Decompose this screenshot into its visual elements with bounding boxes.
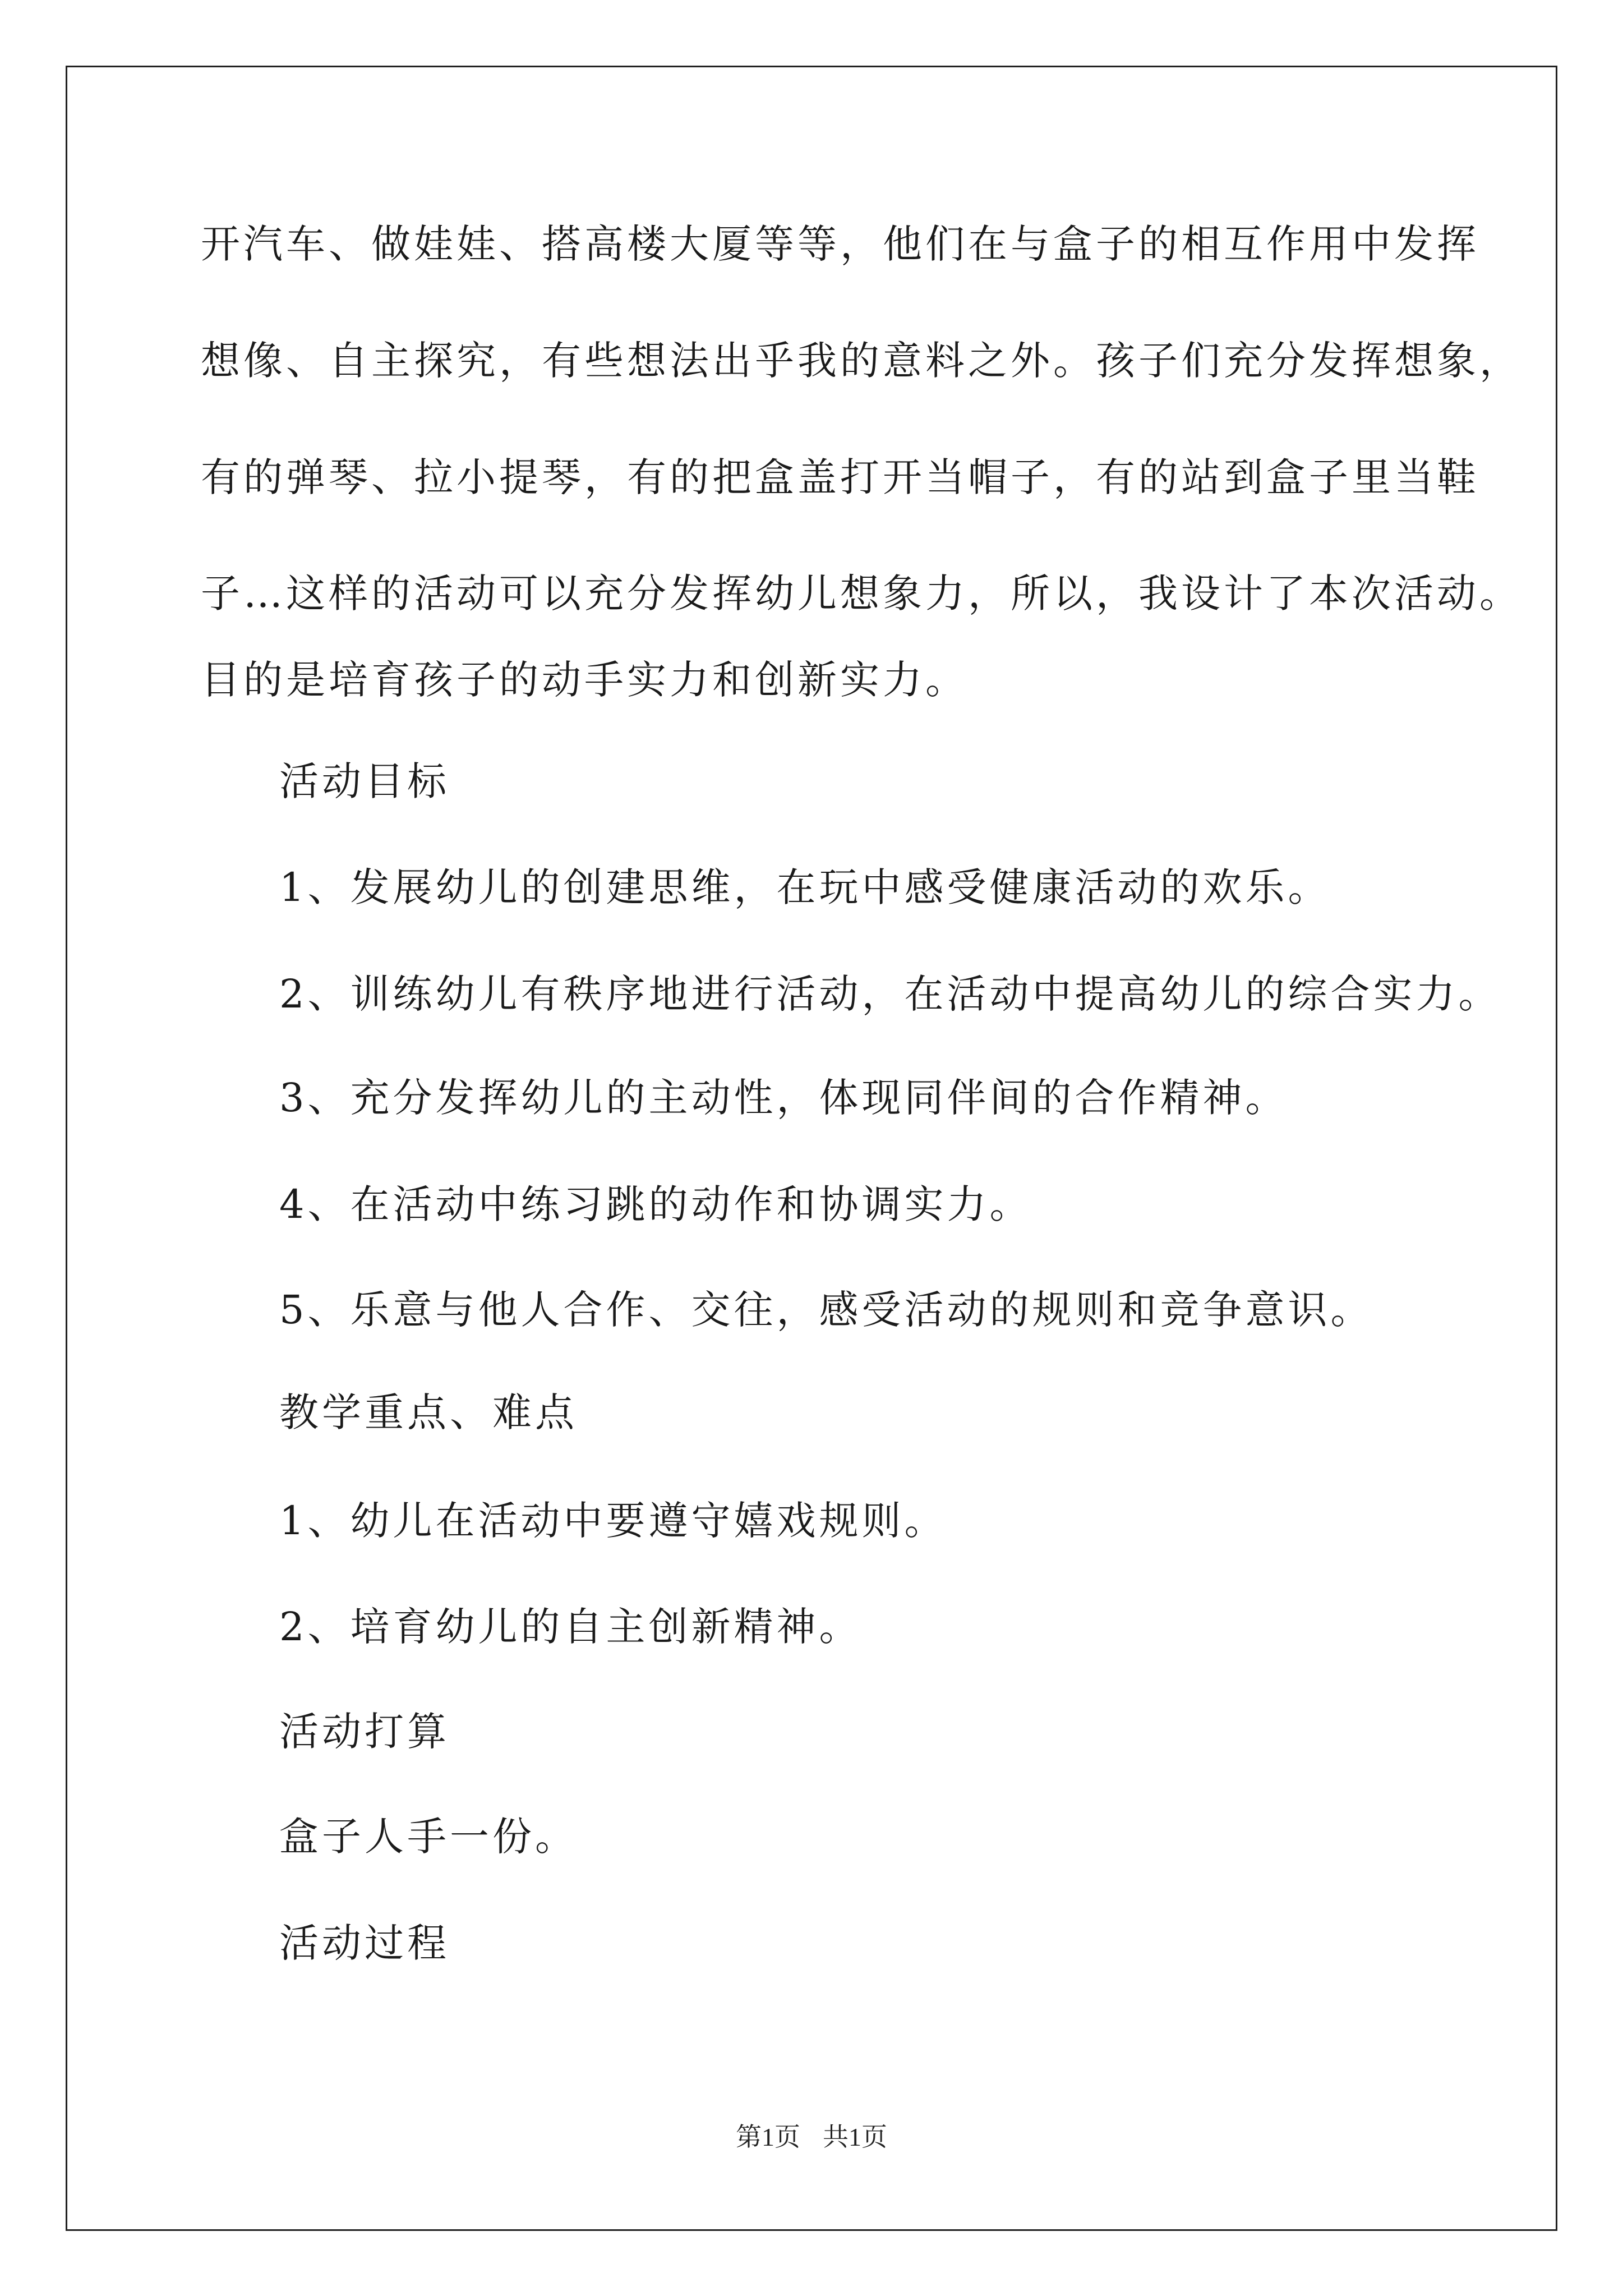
section-heading-key-points: 教学重点、难点 [279,1389,578,1435]
paragraph-line: 子…这样的活动可以充分发挥幼儿想象力，所以，我设计了本次活动。 [201,570,1522,616]
section-heading-prep: 活动打算 [279,1709,450,1755]
goal-item: 5、乐意与他人合作、交往，感受活动的规则和竞争意识。 [279,1287,1373,1333]
paragraph-line: 开汽车、做娃娃、搭高楼大厦等等，他们在与盒子的相互作用中发挥 [201,221,1479,267]
goal-item: 4、在活动中练习跳的动作和协调实力。 [279,1181,1032,1227]
page-border [66,66,1557,2231]
section-heading-goals: 活动目标 [279,758,450,804]
paragraph-line: 有的弹琴、拉小提琴，有的把盒盖打开当帽子，有的站到盒子里当鞋 [201,454,1479,500]
goal-item: 1、发展幼儿的创建思维，在玩中感受健康活动的欢乐。 [279,864,1331,910]
page-total: 共1页 [823,2123,887,2151]
goal-item: 3、充分发挥幼儿的主动性，体现同伴间的合作精神。 [279,1075,1288,1121]
key-point-item: 2、培育幼儿的自主创新精神。 [279,1604,862,1650]
page-footer [0,2120,1623,2154]
page-number: 第1页 [736,2123,800,2151]
goal-item: 2、训练幼儿有秩序地进行活动，在活动中提高幼儿的综合实力。 [279,971,1501,1017]
prep-text: 盒子人手一份。 [279,1814,578,1860]
paragraph-line: 目的是培育孩子的动手实力和创新实力。 [201,657,968,703]
section-heading-process: 活动过程 [279,1920,450,1966]
paragraph-line: 想像、自主探究，有些想法出乎我的意料之外。孩子们充分发挥想象， [201,338,1522,384]
key-point-item: 1、幼儿在活动中要遵守嬉戏规则。 [279,1498,947,1544]
